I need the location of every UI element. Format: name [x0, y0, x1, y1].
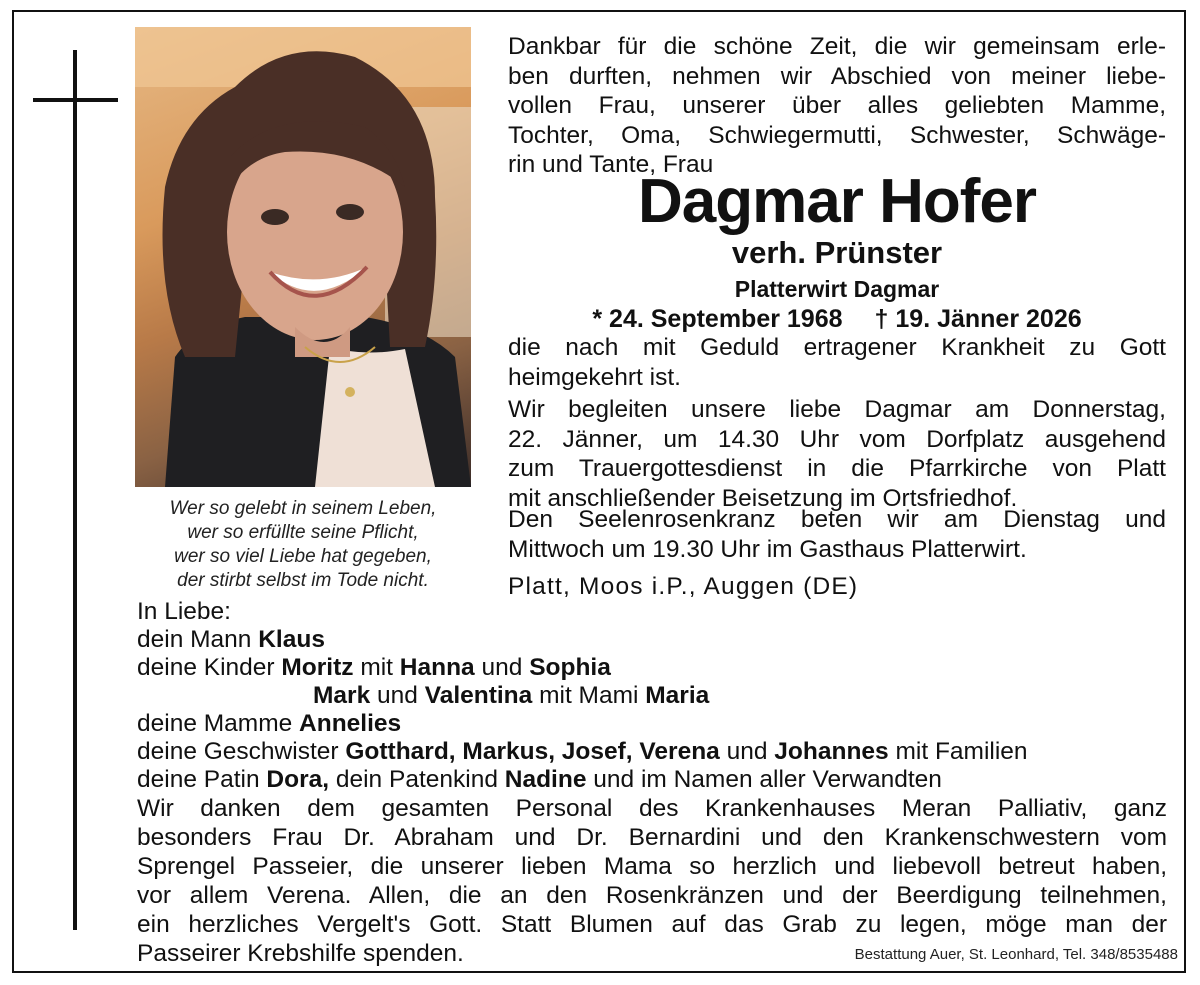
cross-bar — [33, 98, 118, 102]
places: Platt, Moos i.P., Auggen (DE) — [508, 573, 859, 600]
mourner-line-husband — [137, 626, 1167, 654]
funeral-paragraph — [508, 395, 1166, 513]
relation-label: dein Mann — [137, 626, 259, 653]
undertaker-contact: Bestattung Auer, St. Leonhard, Tel. 348/8535488 — [854, 946, 1178, 963]
verse-line: wer so erfüllte seine Pflicht, — [187, 522, 419, 543]
connector: und im Namen aller Verwandten — [586, 766, 942, 793]
mourner-name: Hanna — [399, 654, 475, 681]
text-line: ein herzliches Vergelt's Gott. Statt Blumen auf das Grab zu legen, möge man der — [137, 911, 1167, 938]
deceased-name: Dagmar Hofer — [638, 167, 1036, 236]
text-line: besonders Frau Dr. Abraham und Dr. Bernardini und den Krankenschwestern vom — [137, 824, 1167, 851]
relation-label: deine Kinder — [137, 654, 282, 681]
verse-line: der stirbt selbst im Tode nicht. — [177, 570, 429, 591]
connector: mit Familien — [888, 738, 1028, 765]
relation-label: deine Patin — [137, 766, 267, 793]
birth-date: * 24. September 1968 — [592, 305, 843, 333]
text-line: 22. Jänner, um 14.30 Uhr vom Dorfplatz ausgehend — [508, 425, 1166, 453]
mourners-list — [137, 598, 1167, 794]
married-name: verh. Prünster — [731, 235, 943, 270]
text-line: Wir begleiten unsere liebe Dagmar am Donnerstag, — [508, 396, 1166, 423]
illness-paragraph — [508, 333, 1166, 392]
mourner-name: Valentina — [424, 682, 533, 709]
verse-line: Wer so gelebt in seinem Leben, — [169, 498, 437, 519]
text-line: Passeirer Krebshilfe spenden. — [137, 940, 464, 967]
connector: und — [370, 682, 425, 709]
intro-line: ben durften, nehmen wir Abschied von meiner liebe- — [508, 62, 1166, 90]
mourner-name: Dora, — [266, 766, 330, 793]
text-line: Den Seelenrosenkranz beten wir am Dienstag und — [508, 506, 1166, 533]
mourner-line-children — [137, 654, 1167, 682]
text-line: heimgekehrt ist. — [508, 363, 681, 391]
mourner-name: Johannes — [774, 738, 889, 765]
intro-line: rin und Tante, Frau — [508, 151, 714, 178]
connector: und — [719, 738, 775, 765]
intro-line: Tochter, Oma, Schwiegermutti, Schwester, Schwäge- — [508, 121, 1166, 149]
mourner-name: Annelies — [299, 710, 402, 737]
connector: mit Mami — [532, 682, 646, 709]
mourner-line-siblings — [137, 738, 1167, 766]
rosary-paragraph — [508, 505, 1166, 564]
memorial-verse — [135, 497, 471, 593]
mourner-name: Mark — [313, 682, 371, 709]
mourner-line-godparents — [137, 766, 1167, 794]
cross-symbol — [73, 50, 77, 930]
life-dates — [508, 303, 1166, 335]
mourner-name: Moritz — [281, 654, 354, 681]
connector: und — [474, 654, 530, 681]
mourner-line-children-2 — [137, 682, 1167, 710]
connector: mit — [353, 654, 400, 681]
mourner-name: Maria — [645, 682, 710, 709]
relation-label: deine Geschwister — [137, 738, 346, 765]
relation-label: deine Mamme — [137, 710, 300, 737]
mourner-name: Sophia — [529, 654, 611, 681]
text-line: Sprengel Passeier, die unserer lieben Mama so herzlich und liebevoll betreut haben, — [137, 853, 1167, 880]
text-line: vor allem Verena. Allen, die an den Rosenkränzen und der Beerdigung teilnehmen, — [137, 882, 1167, 909]
intro-line: vollen Frau, unserer über alles geliebten Mamme, — [508, 92, 1166, 119]
verse-line: wer so viel Liebe hat gegeben, — [174, 546, 432, 567]
death-date: † 19. Jänner 2026 — [874, 305, 1082, 333]
thanks-paragraph — [137, 794, 1167, 968]
text-line: die nach mit Geduld ertragener Krankheit zu Gott — [508, 334, 1166, 361]
text-line: Wir danken dem gesamten Personal des Krankenhauses Meran Palliativ, ganz — [137, 795, 1167, 822]
text-line: mit anschließender Beisetzung im Ortsfriedhof. — [508, 484, 1018, 512]
text-line: Mittwoch um 19.30 Uhr im Gasthaus Platterwirt. — [508, 535, 1027, 563]
intro-paragraph — [508, 32, 1166, 180]
mourner-name: Klaus — [258, 626, 325, 653]
relation-label: dein Patenkind — [329, 766, 505, 793]
mourner-line-mother — [137, 710, 1167, 738]
mourner-name: Gotthard, Markus, Josef, Verena — [345, 738, 720, 765]
text-line: zum Trauergottesdienst in die Pfarrkirche von Platt — [508, 455, 1166, 482]
nickname: Platterwirt Dagmar — [734, 276, 940, 302]
portrait-photo — [135, 27, 471, 487]
mourner-name: Nadine — [504, 766, 587, 793]
intro-line: Dankbar für die schöne Zeit, die wir gemeinsam erle- — [508, 33, 1166, 60]
mourners-heading: In Liebe: — [137, 598, 231, 625]
